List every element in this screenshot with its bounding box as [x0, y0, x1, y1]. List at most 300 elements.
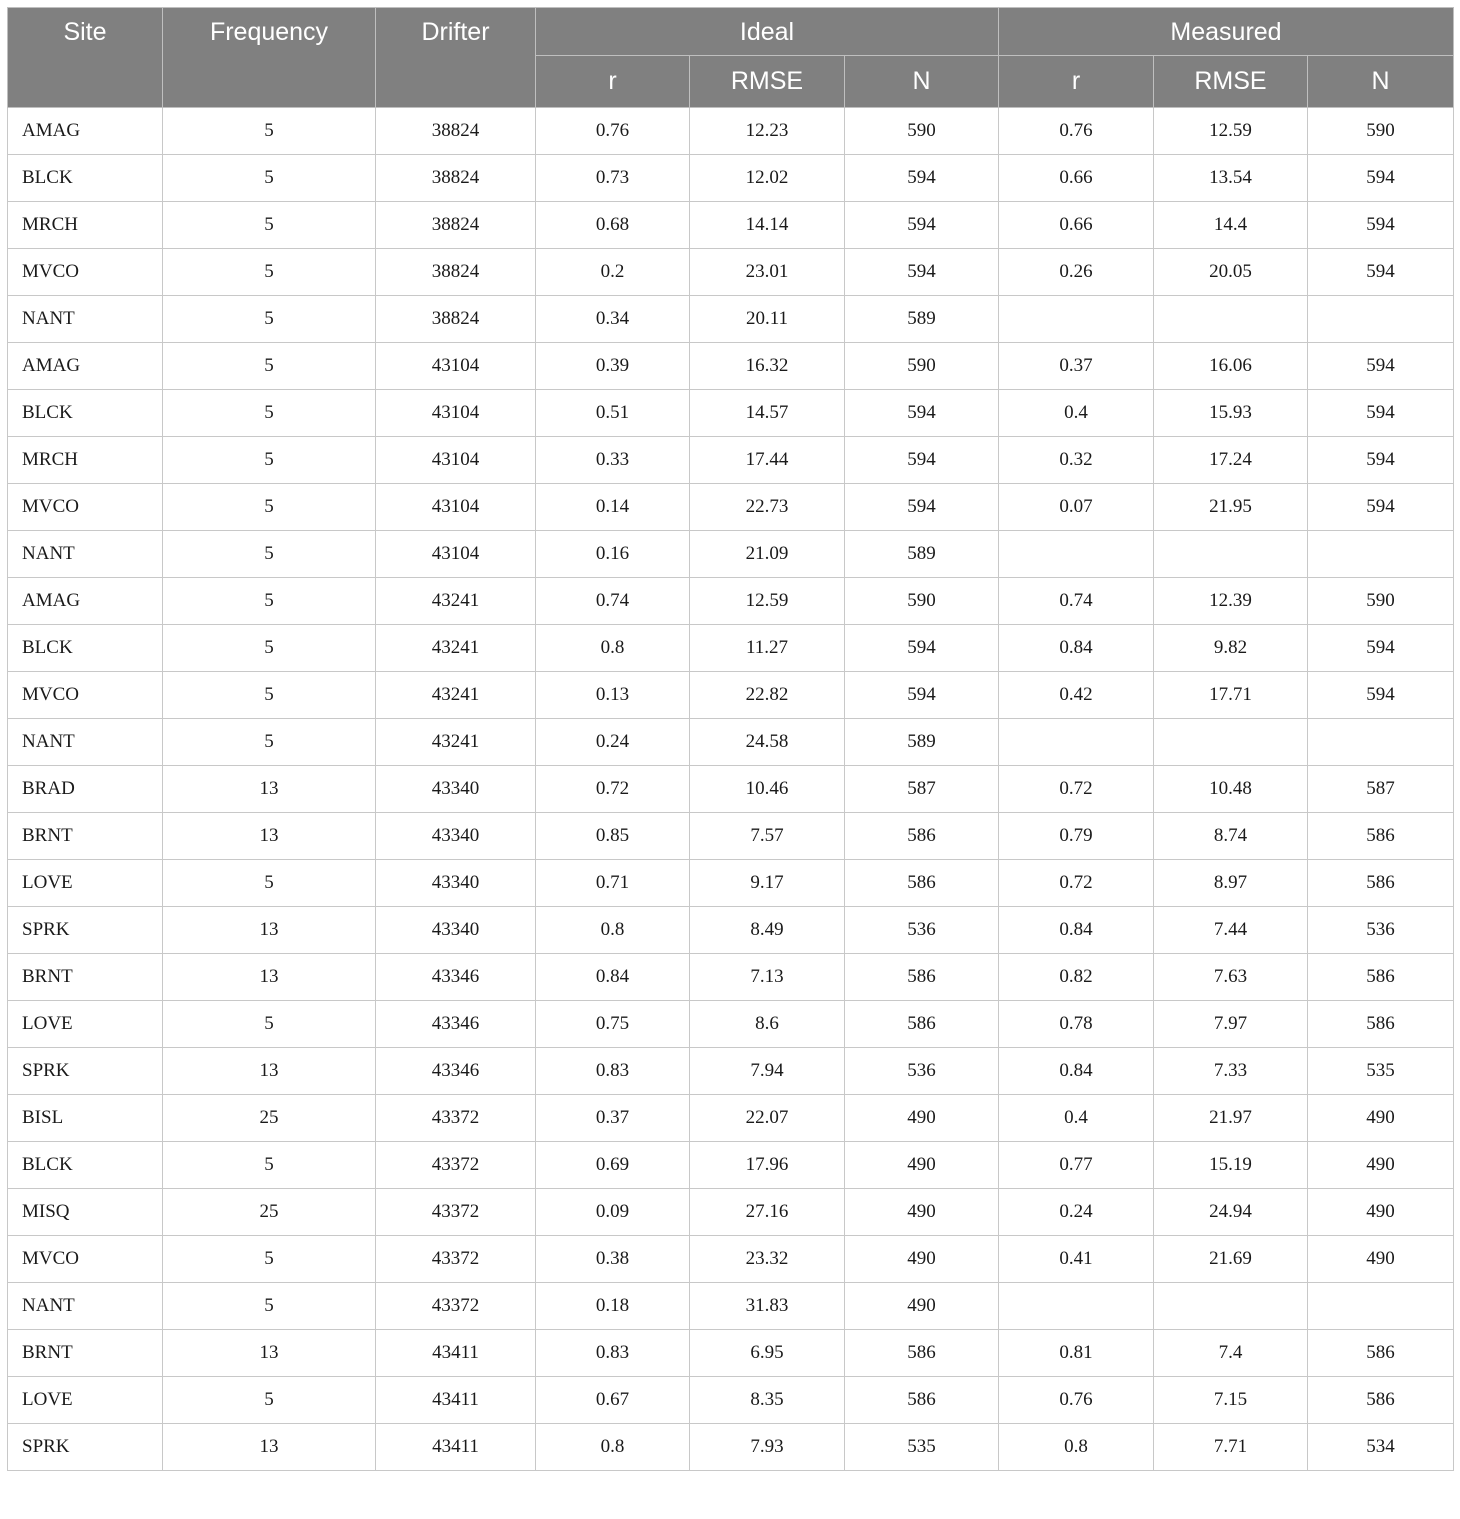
cell-drifter: 43241: [376, 672, 536, 719]
table-row: [8, 390, 1454, 437]
cell-measured-r: 0.74: [999, 578, 1154, 625]
cell-frequency: 5: [163, 1283, 376, 1330]
cell-measured-n: 586: [1308, 1001, 1454, 1048]
cell-drifter: 43104: [376, 484, 536, 531]
cell-measured-rmse: [1154, 719, 1308, 766]
cell-drifter: 43411: [376, 1424, 536, 1471]
table-row: [8, 907, 1454, 954]
cell-measured-rmse: 20.05: [1154, 249, 1308, 296]
cell-ideal-rmse: 8.35: [690, 1377, 845, 1424]
cell-site: SPRK: [8, 1424, 163, 1471]
cell-ideal-r: 0.39: [536, 343, 690, 390]
cell-ideal-n: 589: [845, 531, 999, 578]
cell-frequency: 5: [163, 719, 376, 766]
cell-measured-r: 0.66: [999, 202, 1154, 249]
cell-measured-n: 586: [1308, 1330, 1454, 1377]
table-row: [8, 954, 1454, 1001]
cell-measured-rmse: [1154, 296, 1308, 343]
table-row: [8, 484, 1454, 531]
cell-measured-r: 0.37: [999, 343, 1154, 390]
data-table-container: [7, 7, 1453, 1471]
cell-measured-rmse: 16.06: [1154, 343, 1308, 390]
cell-measured-n: 490: [1308, 1095, 1454, 1142]
cell-ideal-n: 590: [845, 578, 999, 625]
header-site: Site: [8, 8, 163, 108]
cell-site: BRNT: [8, 954, 163, 1001]
cell-frequency: 5: [163, 1236, 376, 1283]
cell-drifter: 43340: [376, 813, 536, 860]
cell-site: AMAG: [8, 108, 163, 155]
cell-ideal-n: 586: [845, 954, 999, 1001]
cell-measured-r: [999, 1283, 1154, 1330]
cell-ideal-n: 490: [845, 1189, 999, 1236]
cell-drifter: 43346: [376, 1001, 536, 1048]
cell-measured-n: 594: [1308, 202, 1454, 249]
cell-ideal-r: 0.68: [536, 202, 690, 249]
cell-measured-rmse: 7.33: [1154, 1048, 1308, 1095]
cell-measured-n: 594: [1308, 484, 1454, 531]
cell-drifter: 43241: [376, 578, 536, 625]
cell-drifter: 43411: [376, 1330, 536, 1377]
cell-measured-n: 594: [1308, 437, 1454, 484]
cell-drifter: 43346: [376, 954, 536, 1001]
table-row: [8, 296, 1454, 343]
cell-measured-n: 587: [1308, 766, 1454, 813]
cell-drifter: 43340: [376, 766, 536, 813]
cell-measured-n: [1308, 531, 1454, 578]
cell-measured-r: 0.07: [999, 484, 1154, 531]
cell-site: MVCO: [8, 249, 163, 296]
cell-drifter: 43411: [376, 1377, 536, 1424]
cell-ideal-n: 594: [845, 390, 999, 437]
cell-frequency: 5: [163, 155, 376, 202]
table-row: [8, 672, 1454, 719]
cell-frequency: 5: [163, 484, 376, 531]
cell-ideal-rmse: 10.46: [690, 766, 845, 813]
cell-measured-rmse: [1154, 531, 1308, 578]
cell-frequency: 5: [163, 202, 376, 249]
cell-ideal-n: 594: [845, 625, 999, 672]
cell-ideal-rmse: 12.02: [690, 155, 845, 202]
cell-site: BRNT: [8, 1330, 163, 1377]
table-row: [8, 1424, 1454, 1471]
cell-ideal-rmse: 23.01: [690, 249, 845, 296]
cell-frequency: 13: [163, 813, 376, 860]
cell-measured-rmse: 7.63: [1154, 954, 1308, 1001]
cell-frequency: 5: [163, 531, 376, 578]
table-row: [8, 1236, 1454, 1283]
cell-drifter: 43104: [376, 390, 536, 437]
cell-measured-n: 490: [1308, 1236, 1454, 1283]
cell-frequency: 5: [163, 108, 376, 155]
cell-measured-r: 0.4: [999, 390, 1154, 437]
cell-ideal-rmse: 7.94: [690, 1048, 845, 1095]
cell-frequency: 5: [163, 672, 376, 719]
cell-measured-rmse: [1154, 1283, 1308, 1330]
cell-ideal-rmse: 12.23: [690, 108, 845, 155]
cell-ideal-r: 0.83: [536, 1048, 690, 1095]
table-row: [8, 719, 1454, 766]
table-row: [8, 531, 1454, 578]
cell-site: BLCK: [8, 390, 163, 437]
cell-site: BLCK: [8, 1142, 163, 1189]
cell-ideal-r: 0.67: [536, 1377, 690, 1424]
cell-measured-r: 0.42: [999, 672, 1154, 719]
cell-ideal-r: 0.69: [536, 1142, 690, 1189]
cell-measured-n: 586: [1308, 1377, 1454, 1424]
cell-frequency: 5: [163, 625, 376, 672]
cell-drifter: 43104: [376, 343, 536, 390]
cell-measured-rmse: 9.82: [1154, 625, 1308, 672]
cell-frequency: 5: [163, 860, 376, 907]
cell-ideal-rmse: 14.14: [690, 202, 845, 249]
cell-drifter: 43372: [376, 1236, 536, 1283]
cell-measured-rmse: 7.44: [1154, 907, 1308, 954]
cell-ideal-n: 594: [845, 437, 999, 484]
cell-measured-rmse: 10.48: [1154, 766, 1308, 813]
cell-drifter: 38824: [376, 155, 536, 202]
cell-ideal-r: 0.73: [536, 155, 690, 202]
cell-measured-n: 590: [1308, 578, 1454, 625]
cell-measured-r: 0.26: [999, 249, 1154, 296]
cell-measured-n: 594: [1308, 155, 1454, 202]
cell-ideal-r: 0.75: [536, 1001, 690, 1048]
cell-site: AMAG: [8, 578, 163, 625]
cell-ideal-rmse: 31.83: [690, 1283, 845, 1330]
cell-ideal-r: 0.2: [536, 249, 690, 296]
cell-ideal-n: 490: [845, 1095, 999, 1142]
cell-ideal-r: 0.09: [536, 1189, 690, 1236]
cell-drifter: 38824: [376, 249, 536, 296]
cell-ideal-rmse: 8.6: [690, 1001, 845, 1048]
header-measured-rmse: RMSE: [1154, 56, 1308, 108]
cell-measured-n: 490: [1308, 1142, 1454, 1189]
cell-ideal-n: 586: [845, 860, 999, 907]
cell-ideal-n: 490: [845, 1142, 999, 1189]
cell-measured-r: 0.72: [999, 860, 1154, 907]
table-row: [8, 343, 1454, 390]
cell-ideal-rmse: 11.27: [690, 625, 845, 672]
table-row: [8, 860, 1454, 907]
cell-ideal-n: 590: [845, 108, 999, 155]
cell-measured-rmse: 14.4: [1154, 202, 1308, 249]
cell-measured-rmse: 17.24: [1154, 437, 1308, 484]
cell-ideal-r: 0.8: [536, 907, 690, 954]
cell-site: BRNT: [8, 813, 163, 860]
cell-measured-n: [1308, 1283, 1454, 1330]
cell-ideal-n: 594: [845, 484, 999, 531]
cell-measured-rmse: 7.4: [1154, 1330, 1308, 1377]
header-frequency: Frequency: [163, 8, 376, 108]
cell-measured-n: [1308, 719, 1454, 766]
table-row: [8, 249, 1454, 296]
cell-ideal-rmse: 6.95: [690, 1330, 845, 1377]
cell-measured-r: 0.82: [999, 954, 1154, 1001]
cell-ideal-rmse: 23.32: [690, 1236, 845, 1283]
cell-measured-n: 590: [1308, 108, 1454, 155]
cell-frequency: 13: [163, 766, 376, 813]
cell-ideal-r: 0.84: [536, 954, 690, 1001]
table-row: [8, 578, 1454, 625]
cell-ideal-rmse: 22.73: [690, 484, 845, 531]
cell-measured-r: 0.41: [999, 1236, 1154, 1283]
cell-measured-n: 586: [1308, 813, 1454, 860]
cell-ideal-r: 0.13: [536, 672, 690, 719]
cell-drifter: 43372: [376, 1283, 536, 1330]
cell-measured-r: 0.8: [999, 1424, 1154, 1471]
cell-measured-n: [1308, 296, 1454, 343]
cell-measured-rmse: 7.97: [1154, 1001, 1308, 1048]
cell-measured-r: 0.4: [999, 1095, 1154, 1142]
cell-frequency: 25: [163, 1189, 376, 1236]
cell-ideal-r: 0.76: [536, 108, 690, 155]
cell-ideal-n: 586: [845, 1330, 999, 1377]
cell-measured-rmse: 12.39: [1154, 578, 1308, 625]
cell-measured-r: 0.84: [999, 907, 1154, 954]
table-row: [8, 1001, 1454, 1048]
cell-drifter: 43241: [376, 625, 536, 672]
cell-measured-rmse: 12.59: [1154, 108, 1308, 155]
cell-drifter: 38824: [376, 108, 536, 155]
cell-frequency: 5: [163, 1001, 376, 1048]
cell-measured-r: 0.66: [999, 155, 1154, 202]
cell-drifter: 43340: [376, 860, 536, 907]
table-row: [8, 1330, 1454, 1377]
cell-site: NANT: [8, 531, 163, 578]
table-body: [8, 108, 1454, 1471]
cell-measured-rmse: 8.74: [1154, 813, 1308, 860]
cell-site: AMAG: [8, 343, 163, 390]
cell-drifter: 43372: [376, 1095, 536, 1142]
cell-ideal-r: 0.8: [536, 625, 690, 672]
cell-measured-rmse: 21.95: [1154, 484, 1308, 531]
table-row: [8, 813, 1454, 860]
cell-frequency: 25: [163, 1095, 376, 1142]
cell-measured-n: 534: [1308, 1424, 1454, 1471]
table-row: [8, 1377, 1454, 1424]
cell-site: BLCK: [8, 155, 163, 202]
cell-ideal-r: 0.24: [536, 719, 690, 766]
cell-site: BLCK: [8, 625, 163, 672]
cell-ideal-rmse: 17.44: [690, 437, 845, 484]
table-header: [8, 8, 1454, 108]
table-row: [8, 766, 1454, 813]
cell-measured-n: 594: [1308, 343, 1454, 390]
cell-frequency: 13: [163, 1424, 376, 1471]
cell-ideal-r: 0.34: [536, 296, 690, 343]
cell-drifter: 43372: [376, 1142, 536, 1189]
results-table: [7, 7, 1454, 1471]
cell-measured-n: 594: [1308, 625, 1454, 672]
cell-ideal-rmse: 22.07: [690, 1095, 845, 1142]
cell-measured-r: 0.32: [999, 437, 1154, 484]
cell-measured-n: 536: [1308, 907, 1454, 954]
table-row: [8, 625, 1454, 672]
cell-ideal-n: 586: [845, 1001, 999, 1048]
cell-ideal-r: 0.18: [536, 1283, 690, 1330]
cell-frequency: 5: [163, 343, 376, 390]
cell-drifter: 43346: [376, 1048, 536, 1095]
cell-measured-r: 0.72: [999, 766, 1154, 813]
table-row: [8, 202, 1454, 249]
table-row: [8, 1048, 1454, 1095]
cell-ideal-n: 594: [845, 672, 999, 719]
cell-drifter: 38824: [376, 296, 536, 343]
cell-drifter: 38824: [376, 202, 536, 249]
cell-ideal-n: 594: [845, 249, 999, 296]
cell-measured-rmse: 15.19: [1154, 1142, 1308, 1189]
cell-frequency: 5: [163, 437, 376, 484]
cell-measured-r: 0.76: [999, 1377, 1154, 1424]
cell-ideal-n: 536: [845, 1048, 999, 1095]
cell-ideal-r: 0.72: [536, 766, 690, 813]
cell-ideal-r: 0.71: [536, 860, 690, 907]
cell-measured-r: [999, 296, 1154, 343]
cell-drifter: 43340: [376, 907, 536, 954]
table-row: [8, 1142, 1454, 1189]
cell-measured-n: 490: [1308, 1189, 1454, 1236]
cell-frequency: 5: [163, 578, 376, 625]
cell-measured-r: 0.84: [999, 625, 1154, 672]
cell-frequency: 13: [163, 1048, 376, 1095]
cell-ideal-r: 0.14: [536, 484, 690, 531]
cell-ideal-r: 0.85: [536, 813, 690, 860]
cell-site: MVCO: [8, 484, 163, 531]
table-row: [8, 1283, 1454, 1330]
cell-ideal-rmse: 21.09: [690, 531, 845, 578]
cell-frequency: 5: [163, 1377, 376, 1424]
cell-measured-r: 0.81: [999, 1330, 1154, 1377]
cell-site: MISQ: [8, 1189, 163, 1236]
cell-ideal-rmse: 9.17: [690, 860, 845, 907]
cell-frequency: 5: [163, 296, 376, 343]
cell-ideal-rmse: 14.57: [690, 390, 845, 437]
cell-measured-r: 0.24: [999, 1189, 1154, 1236]
cell-drifter: 43241: [376, 719, 536, 766]
header-ideal-group: Ideal: [536, 8, 999, 56]
header-drifter: Drifter: [376, 8, 536, 108]
cell-measured-n: 594: [1308, 672, 1454, 719]
cell-site: NANT: [8, 1283, 163, 1330]
cell-measured-rmse: 21.69: [1154, 1236, 1308, 1283]
cell-measured-r: [999, 531, 1154, 578]
cell-measured-rmse: 24.94: [1154, 1189, 1308, 1236]
cell-ideal-n: 490: [845, 1236, 999, 1283]
table-row: [8, 437, 1454, 484]
cell-site: MVCO: [8, 1236, 163, 1283]
cell-measured-r: 0.79: [999, 813, 1154, 860]
cell-ideal-r: 0.37: [536, 1095, 690, 1142]
cell-site: MVCO: [8, 672, 163, 719]
cell-ideal-n: 590: [845, 343, 999, 390]
cell-measured-n: 586: [1308, 860, 1454, 907]
cell-site: LOVE: [8, 860, 163, 907]
cell-ideal-n: 594: [845, 155, 999, 202]
cell-ideal-r: 0.8: [536, 1424, 690, 1471]
cell-frequency: 5: [163, 249, 376, 296]
table-row: [8, 108, 1454, 155]
cell-site: SPRK: [8, 907, 163, 954]
cell-ideal-rmse: 7.57: [690, 813, 845, 860]
cell-ideal-rmse: 16.32: [690, 343, 845, 390]
cell-ideal-n: 535: [845, 1424, 999, 1471]
cell-frequency: 13: [163, 1330, 376, 1377]
cell-ideal-n: 490: [845, 1283, 999, 1330]
cell-ideal-rmse: 12.59: [690, 578, 845, 625]
cell-measured-r: 0.77: [999, 1142, 1154, 1189]
cell-ideal-n: 589: [845, 296, 999, 343]
cell-drifter: 43104: [376, 437, 536, 484]
cell-site: MRCH: [8, 437, 163, 484]
cell-measured-rmse: 13.54: [1154, 155, 1308, 202]
cell-measured-rmse: 15.93: [1154, 390, 1308, 437]
table-row: [8, 1095, 1454, 1142]
cell-ideal-r: 0.33: [536, 437, 690, 484]
cell-site: BISL: [8, 1095, 163, 1142]
cell-ideal-rmse: 7.93: [690, 1424, 845, 1471]
cell-ideal-r: 0.38: [536, 1236, 690, 1283]
cell-ideal-n: 586: [845, 813, 999, 860]
cell-ideal-rmse: 27.16: [690, 1189, 845, 1236]
header-measured-r: r: [999, 56, 1154, 108]
cell-ideal-n: 594: [845, 202, 999, 249]
cell-frequency: 13: [163, 954, 376, 1001]
cell-ideal-n: 589: [845, 719, 999, 766]
cell-measured-rmse: 8.97: [1154, 860, 1308, 907]
cell-drifter: 43372: [376, 1189, 536, 1236]
cell-ideal-n: 586: [845, 1377, 999, 1424]
cell-measured-rmse: 17.71: [1154, 672, 1308, 719]
cell-frequency: 5: [163, 1142, 376, 1189]
cell-measured-n: 586: [1308, 954, 1454, 1001]
cell-measured-r: 0.76: [999, 108, 1154, 155]
cell-measured-r: 0.84: [999, 1048, 1154, 1095]
cell-ideal-r: 0.74: [536, 578, 690, 625]
cell-measured-n: 594: [1308, 390, 1454, 437]
cell-measured-r: [999, 719, 1154, 766]
header-ideal-rmse: RMSE: [690, 56, 845, 108]
cell-site: LOVE: [8, 1377, 163, 1424]
cell-site: MRCH: [8, 202, 163, 249]
cell-site: BRAD: [8, 766, 163, 813]
cell-ideal-n: 536: [845, 907, 999, 954]
cell-site: NANT: [8, 296, 163, 343]
cell-drifter: 43104: [376, 531, 536, 578]
cell-frequency: 5: [163, 390, 376, 437]
cell-measured-rmse: 7.15: [1154, 1377, 1308, 1424]
cell-site: SPRK: [8, 1048, 163, 1095]
cell-measured-n: 594: [1308, 249, 1454, 296]
cell-ideal-rmse: 22.82: [690, 672, 845, 719]
cell-ideal-rmse: 20.11: [690, 296, 845, 343]
cell-ideal-r: 0.83: [536, 1330, 690, 1377]
cell-measured-r: 0.78: [999, 1001, 1154, 1048]
cell-ideal-n: 587: [845, 766, 999, 813]
cell-ideal-rmse: 8.49: [690, 907, 845, 954]
cell-measured-rmse: 21.97: [1154, 1095, 1308, 1142]
cell-measured-rmse: 7.71: [1154, 1424, 1308, 1471]
table-row: [8, 1189, 1454, 1236]
header-measured-n: N: [1308, 56, 1454, 108]
cell-site: NANT: [8, 719, 163, 766]
header-measured-group: Measured: [999, 8, 1454, 56]
header-ideal-r: r: [536, 56, 690, 108]
cell-site: LOVE: [8, 1001, 163, 1048]
cell-ideal-rmse: 24.58: [690, 719, 845, 766]
cell-ideal-r: 0.51: [536, 390, 690, 437]
cell-ideal-rmse: 17.96: [690, 1142, 845, 1189]
cell-ideal-rmse: 7.13: [690, 954, 845, 1001]
